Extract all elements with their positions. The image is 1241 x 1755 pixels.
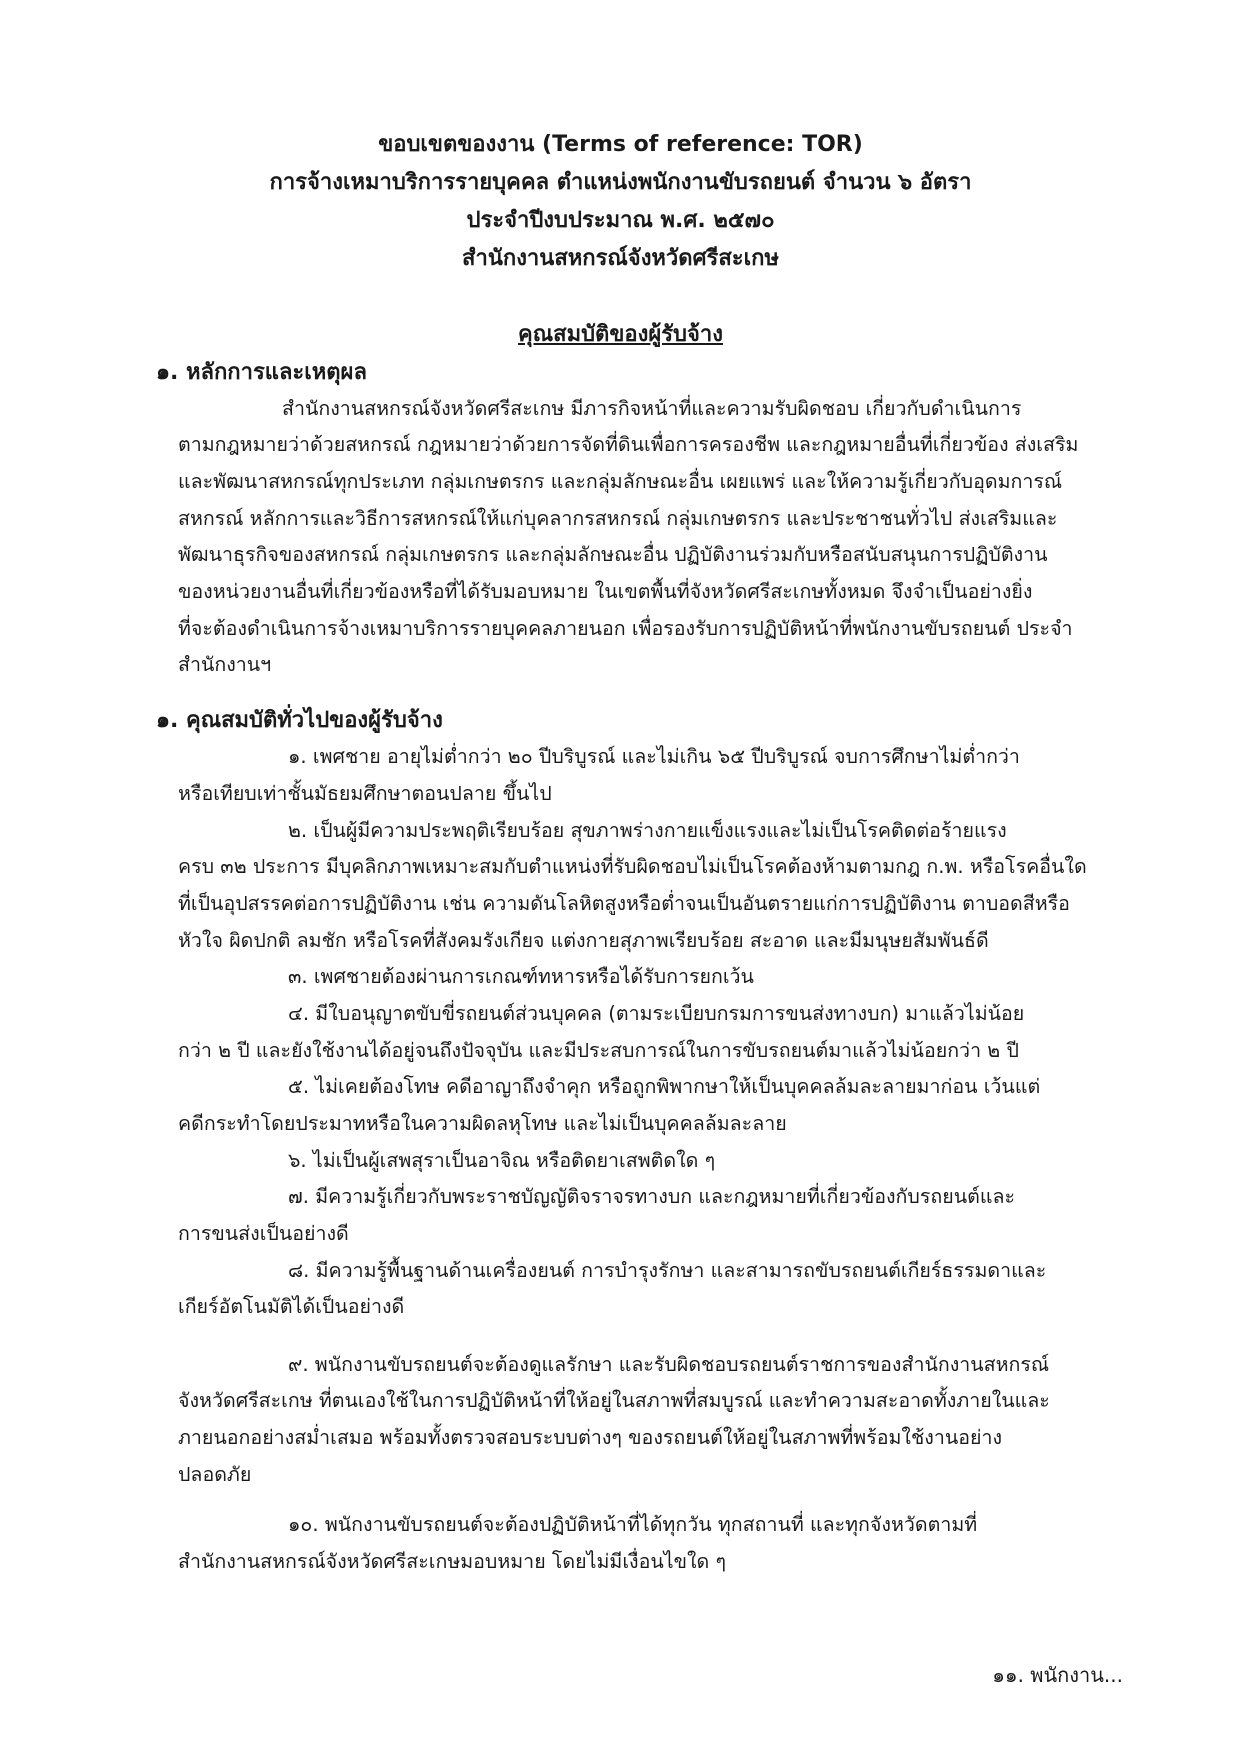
list-item-continuation: กว่า ๒ ปี และยังใช้งานได้อยู่จนถึงปัจจุบัน และมีประสบการณ์ในการขับรถยนต์มาแล้วไม่น้อยกว่า ๒ ปี	[178, 1039, 1019, 1062]
paragraph-line: ของหน่วยงานอื่นที่เกี่ยวข้องหรือที่ได้รับมอบหมาย ในเขตพื้นที่จังหวัดศรีสะเกษทั้งหมด จึงจำเป็นอย่างยิ่ง	[178, 580, 1033, 603]
page-continuation-marker: ๑๑. พนักงาน...	[992, 1663, 1123, 1687]
list-item-continuation: คดีกระทำโดยประมาทหรือในความผิดลหุโทษ และไม่เป็นบุคคลล้มละลาย	[178, 1112, 787, 1135]
paragraph-line: และพัฒนาสหกรณ์ทุกประเภท กลุ่มเกษตรกร และกลุ่มลักษณะอื่น เผยแพร่ และให้ความรู้เกี่ยวกับอุดมการณ์	[178, 470, 1063, 493]
list-item: ๗. มีความรู้เกี่ยวกับพระราชบัญญัติจราจรทางบก และกฎหมายที่เกี่ยวข้องกับรถยนต์และ	[288, 1185, 1015, 1208]
paragraph-line: พัฒนาธุรกิจของสหกรณ์ กลุ่มเกษตรกร และกลุ่มลักษณะอื่น ปฏิบัติงานร่วมกับหรือสนับสนุนการปฏิบัติงาน	[178, 543, 1048, 566]
list-item-continuation: เกียร์อัตโนมัติได้เป็นอย่างดี	[178, 1295, 405, 1318]
paragraph-line: ที่จะต้องดำเนินการจ้างเหมาบริการรายบุคคลภายนอก เพื่อรองรับการปฏิบัติหน้าที่พนักงานขับรถยนต์ ประจำ	[178, 617, 1073, 640]
list-item-continuation: ภายนอกอย่างสม่ำเสมอ พร้อมทั้งตรวจสอบระบบต่างๆ ของรถยนต์ให้อยู่ในสภาพที่พร้อมใช้งานอย่าง	[178, 1426, 1003, 1449]
list-item-continuation: สำนักงานสหกรณ์จังหวัดศรีสะเกษมอบหมาย โดยไม่มีเงื่อนไขใด ๆ	[178, 1550, 727, 1573]
list-item: ๒. เป็นผู้มีความประพฤติเรียบร้อย สุขภาพร่างกายแข็งแรงและไม่เป็นโรคติดต่อร้ายแรง	[288, 819, 1007, 842]
document-subtitle: การจ้างเหมาบริการรายบุคคล ตำแหน่งพนักงานขับรถยนต์ จำนวน ๖ อัตรา	[269, 170, 972, 195]
paragraph-line: สำนักงานฯ	[178, 653, 272, 676]
section-heading-general-qualifications: ๑. คุณสมบัติทั่วไปของผู้รับจ้าง	[156, 708, 443, 733]
list-item-continuation: ที่เป็นอุปสรรคต่อการปฏิบัติงาน เช่น ความดันโลหิตสูงหรือต่ำจนเป็นอันตรายแก่การปฏิบัติงาน ตาบอดสีหรือ	[178, 892, 1070, 915]
document-title-block	[0, 126, 1241, 278]
list-item-continuation: ครบ ๓๒ ประการ มีบุคลิกภาพเหมาะสมกับตำแหน่งที่รับผิดชอบไม่เป็นโรคต้องห้ามตามกฎ ก.พ. หรือโรคอื่นใด	[178, 855, 1087, 878]
list-item: ๑. เพศชาย อายุไม่ต่ำกว่า ๒๐ ปีบริบูรณ์ และไม่เกิน ๖๕ ปีบริบูรณ์ จบการศึกษาไม่ต่ำกว่า	[288, 745, 1020, 768]
list-item: ๘. มีความรู้พื้นฐานด้านเครื่องยนต์ การบำรุงรักษา และสามารถขับรถยนต์เกียร์ธรรมดาและ	[288, 1259, 1047, 1282]
list-item: ๓. เพศชายต้องผ่านการเกณฑ์ทหารหรือได้รับการยกเว้น	[288, 965, 754, 988]
list-item: ๖. ไม่เป็นผู้เสพสุราเป็นอาจิณ หรือติดยาเสพติดใด ๆ	[288, 1149, 716, 1172]
paragraph-line: สหกรณ์ หลักการและวิธีการสหกรณ์ให้แก่บุคลากรสหกรณ์ กลุ่มเกษตรกร และประชาชนทั่วไป ส่งเสริมและ	[178, 507, 1058, 530]
list-item: ๑๐. พนักงานขับรถยนต์จะต้องปฏิบัติหน้าที่ได้ทุกวัน ทุกสถานที่ และทุกจังหวัดตามที่	[288, 1513, 978, 1536]
list-item: ๔. มีใบอนุญาตขับขี่รถยนต์ส่วนบุคคล (ตามระเบียบกรมการขนส่งทางบก) มาแล้วไม่น้อย	[288, 1002, 1025, 1025]
list-item-continuation: จังหวัดศรีสะเกษ ที่ตนเองใช้ในการปฏิบัติหน้าที่ให้อยู่ในสภาพที่สมบูรณ์ และทำความสะอาดทั้งภายในและ	[178, 1389, 1050, 1412]
organization-line: สำนักงานสหกรณ์จังหวัดศรีสะเกษ	[462, 246, 779, 271]
fiscal-year-line: ประจำปีงบประมาณ พ.ศ. ๒๕๗๐	[466, 208, 775, 233]
paragraph-line: ตามกฎหมายว่าด้วยสหกรณ์ กฎหมายว่าด้วยการจัดที่ดินเพื่อการครองชีพ และกฎหมายอื่นที่เกี่ยวข้อง ส่งเสริม	[178, 433, 1079, 456]
document-title: ขอบเขตของงาน (Terms of reference: TOR)	[378, 132, 863, 157]
list-item-continuation: การขนส่งเป็นอย่างดี	[178, 1222, 349, 1245]
list-item-continuation: หัวใจ ผิดปกติ ลมชัก หรือโรคที่สังคมรังเกียจ แต่งกายสุภาพเรียบร้อย สะอาด และมีมนุษยสัมพันธ์ดี	[178, 929, 989, 952]
qualifications-heading: คุณสมบัติของผู้รับจ้าง	[518, 322, 723, 347]
list-item-continuation: ปลอดภัย	[178, 1463, 252, 1486]
list-item: ๕. ไม่เคยต้องโทษ คดีอาญาถึงจำคุก หรือถูกพิพากษาให้เป็นบุคคลล้มละลายมาก่อน เว้นแต่	[288, 1075, 1041, 1098]
list-item: ๙. พนักงานขับรถยนต์จะต้องดูแลรักษา และรับผิดชอบรถยนต์ราชการของสำนักงานสหกรณ์	[288, 1353, 1050, 1376]
paragraph-line: สำนักงานสหกรณ์จังหวัดศรีสะเกษ มีภารกิจหน้าที่และความรับผิดชอบ เกี่ยวกับดำเนินการ	[282, 397, 1022, 420]
list-item-continuation: หรือเทียบเท่าชั้นมัธยมศึกษาตอนปลาย ขึ้นไป	[178, 782, 552, 805]
section-heading-principles: ๑. หลักการและเหตุผล	[156, 360, 367, 385]
